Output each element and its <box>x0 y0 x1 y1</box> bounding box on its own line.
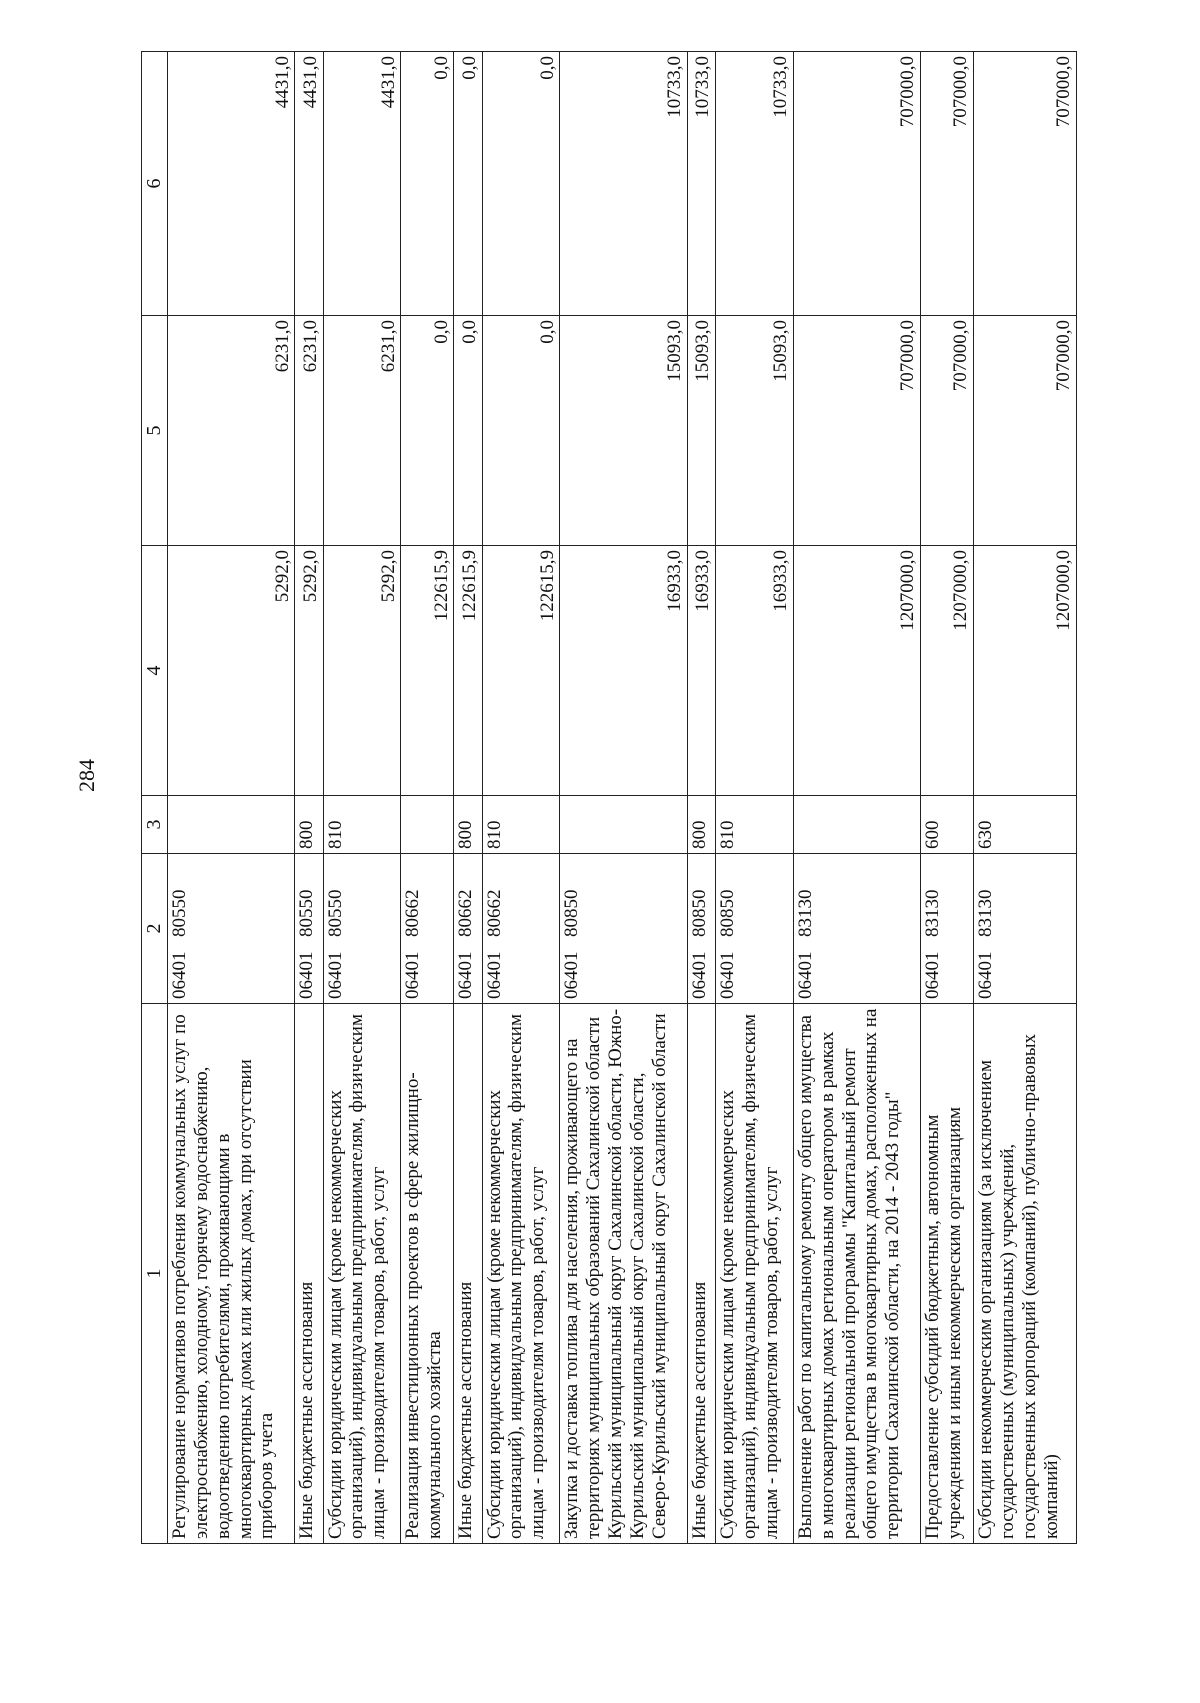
code-part-a: 06401 <box>324 951 346 999</box>
expense-type: 630 <box>974 796 1077 854</box>
table-row <box>974 52 1077 1544</box>
expense-type <box>401 796 454 854</box>
amount-v5: 15093,0 <box>716 316 794 546</box>
code-part-a: 06401 <box>402 951 424 999</box>
amount-v4: 122615,9 <box>482 546 560 796</box>
amount-v4: 1207000,0 <box>921 546 974 796</box>
table-row <box>716 52 794 1544</box>
row-description: Выполнение работ по капитальному ремонту общего имущества в многоквартирных домах региональным оператором в рамках реализации региональной программы "Капитальный ремонт общего имущества в многоквартирных домах, расположенных на территории Сахалинской области, на 2014 - 2043 годы" <box>793 1004 920 1544</box>
expense-type: 800 <box>295 796 323 854</box>
table-row <box>793 52 920 1544</box>
amount-v6: 0,0 <box>401 52 454 316</box>
amount-v6: 707000,0 <box>974 52 1077 316</box>
amount-v5: 0,0 <box>454 316 482 546</box>
header-row <box>142 52 168 1544</box>
budget-table-rotated <box>141 52 1077 1544</box>
code-part-b: 83130 <box>975 889 997 937</box>
amount-v4: 5292,0 <box>323 546 401 796</box>
amount-v6: 4431,0 <box>323 52 401 316</box>
program-code <box>921 854 974 1004</box>
amount-v5: 707000,0 <box>793 316 920 546</box>
table-row <box>168 52 295 1544</box>
page-number: 284 <box>74 759 99 792</box>
amount-v6: 4431,0 <box>295 52 323 316</box>
row-description: Реализация инвестиционных проектов в сфере жилищно-коммунального хозяйства <box>401 1004 454 1544</box>
code-part-b: 80550 <box>169 889 190 937</box>
amount-v6: 0,0 <box>482 52 560 316</box>
code-part-b: 80850 <box>561 889 583 937</box>
table-row <box>454 52 482 1544</box>
code-part-a: 06401 <box>296 951 318 999</box>
code-part-b: 80550 <box>324 889 346 937</box>
amount-v6: 10733,0 <box>687 52 715 316</box>
code-part-a: 06401 <box>688 951 710 999</box>
amount-v4: 5292,0 <box>295 546 323 796</box>
amount-v4: 1207000,0 <box>974 546 1077 796</box>
budget-table <box>141 51 1077 1544</box>
table-row <box>295 52 323 1544</box>
amount-v5: 6231,0 <box>323 316 401 546</box>
table-row <box>921 52 974 1544</box>
col-header: 4 <box>142 546 168 796</box>
code-part-a: 06401 <box>483 951 505 999</box>
col-header: 1 <box>142 1004 168 1544</box>
code-part-b: 80850 <box>717 889 739 937</box>
col-header: 3 <box>142 796 168 854</box>
program-code <box>716 854 794 1004</box>
col-header: 6 <box>142 52 168 316</box>
col-header: 2 <box>142 854 168 1004</box>
expense-type: 800 <box>454 796 482 854</box>
table-row <box>323 52 401 1544</box>
code-part-b: 80662 <box>455 889 477 937</box>
amount-v5: 6231,0 <box>168 316 295 546</box>
amount-v5: 707000,0 <box>974 316 1077 546</box>
table-body <box>168 52 1077 1544</box>
code-part-a: 06401 <box>922 951 944 999</box>
row-description: Иные бюджетные ассигнования <box>454 1004 482 1544</box>
amount-v5: 0,0 <box>482 316 560 546</box>
amount-v4: 122615,9 <box>454 546 482 796</box>
amount-v6: 0,0 <box>454 52 482 316</box>
program-code <box>454 854 482 1004</box>
amount-v6: 10733,0 <box>560 52 687 316</box>
code-part-a: 06401 <box>455 951 477 999</box>
col-header: 5 <box>142 316 168 546</box>
amount-v4: 16933,0 <box>560 546 687 796</box>
code-part-b: 80662 <box>483 889 505 937</box>
code-part-a: 06401 <box>561 951 583 999</box>
program-code <box>295 854 323 1004</box>
expense-type: 810 <box>323 796 401 854</box>
amount-v6: 10733,0 <box>716 52 794 316</box>
program-code <box>168 854 295 1004</box>
row-description: Иные бюджетные ассигнования <box>295 1004 323 1544</box>
code-part-b: 80850 <box>688 889 710 937</box>
row-description: Субсидии некоммерческим организациям (за исключением государственных (муниципальных) учреждений, государственных корпораций (компаний), публично-правовых компаний) <box>974 1004 1077 1544</box>
program-code <box>687 854 715 1004</box>
expense-type <box>168 796 295 854</box>
program-code <box>974 854 1077 1004</box>
code-part-b: 80550 <box>296 889 318 937</box>
code-part-b: 83130 <box>922 889 944 937</box>
code-part-b: 80662 <box>402 889 424 937</box>
amount-v5: 6231,0 <box>295 316 323 546</box>
row-description: Субсидии юридическим лицам (кроме некоммерческих организаций), индивидуальным предпринимателям, физическим лицам - производителям товаров, работ, услуг <box>482 1004 560 1544</box>
code-part-a: 06401 <box>717 951 739 999</box>
row-description: Предоставление субсидий бюджетным, автономным учреждениям и иным некоммерческим организациям <box>921 1004 974 1544</box>
table-row <box>482 52 560 1544</box>
expense-type: 800 <box>687 796 715 854</box>
code-part-b: 83130 <box>794 889 816 937</box>
row-description: Закупка и доставка топлива для населения, проживающего на территориях муниципальных образований Сахалинской области Курильский муниципальный округ Сахалинской области, Южно-Курильский муниципальный округ Сахалинской области, Северо-Курильский муниципальный округ Сахалинской области <box>560 1004 687 1544</box>
row-description: Регулирование нормативов потребления коммунальных услуг по электроснабжению, холодному, горячему водоснабжению, водоотведению потребителями, проживающими в многоквартирных домах или жилых домах, при отсутствии приборов учета <box>168 1004 295 1544</box>
amount-v5: 15093,0 <box>687 316 715 546</box>
amount-v5: 707000,0 <box>921 316 974 546</box>
program-code <box>323 854 401 1004</box>
amount-v5: 15093,0 <box>560 316 687 546</box>
amount-v5: 0,0 <box>401 316 454 546</box>
amount-v6: 4431,0 <box>168 52 295 316</box>
amount-v4: 16933,0 <box>716 546 794 796</box>
amount-v4: 122615,9 <box>401 546 454 796</box>
amount-v6: 707000,0 <box>793 52 920 316</box>
expense-type: 600 <box>921 796 974 854</box>
amount-v4: 5292,0 <box>168 546 295 796</box>
code-part-a: 06401 <box>169 951 190 999</box>
row-description: Субсидии юридическим лицам (кроме некоммерческих организаций), индивидуальным предпринимателям, физическим лицам - производителям товаров, работ, услуг <box>716 1004 794 1544</box>
program-code <box>482 854 560 1004</box>
amount-v4: 16933,0 <box>687 546 715 796</box>
program-code <box>401 854 454 1004</box>
expense-type: 810 <box>482 796 560 854</box>
amount-v4: 1207000,0 <box>793 546 920 796</box>
program-code <box>560 854 687 1004</box>
table-row <box>560 52 687 1544</box>
code-part-a: 06401 <box>975 951 997 999</box>
table-row <box>401 52 454 1544</box>
program-code <box>793 854 920 1004</box>
expense-type: 810 <box>716 796 794 854</box>
expense-type <box>793 796 920 854</box>
table-row <box>687 52 715 1544</box>
expense-type <box>560 796 687 854</box>
row-description: Иные бюджетные ассигнования <box>687 1004 715 1544</box>
amount-v6: 707000,0 <box>921 52 974 316</box>
code-part-a: 06401 <box>794 951 816 999</box>
row-description: Субсидии юридическим лицам (кроме некоммерческих организаций), индивидуальным предпринимателям, физическим лицам - производителям товаров, работ, услуг <box>323 1004 401 1544</box>
